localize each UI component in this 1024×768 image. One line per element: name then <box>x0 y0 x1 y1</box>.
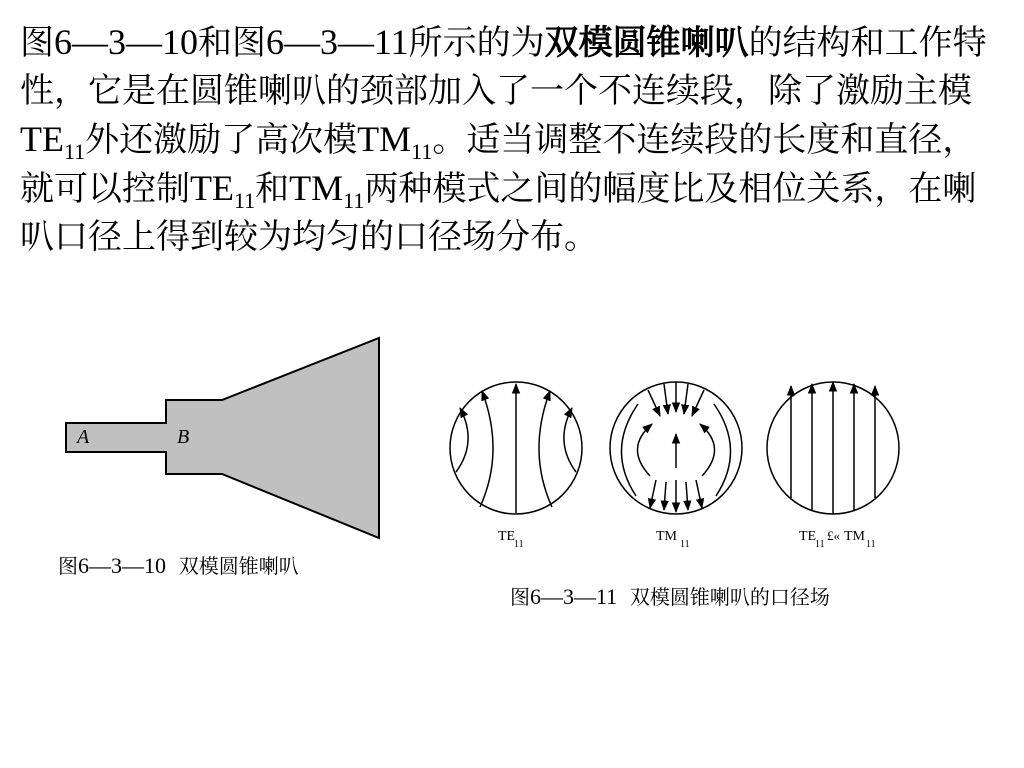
mode-te: TE <box>20 119 64 159</box>
text-run: 两种模式之间的幅度比及相位关系，在喇叭口径上得到较为均匀的口径场分布。 <box>20 169 977 257</box>
te11-field-circle <box>450 382 582 514</box>
mode-te-sub: 11 <box>63 139 86 164</box>
mode-te-sub: 11 <box>233 188 256 213</box>
text-run: 图 <box>20 23 54 63</box>
combo-label-te-sub: 11 <box>815 539 825 550</box>
label-a: A <box>77 426 90 448</box>
label-b: B <box>177 426 190 448</box>
te11-tm11-field-circle <box>767 382 899 514</box>
text-run: 和图 <box>198 23 266 63</box>
figure1-caption: 图6—3—10 双模圆锥喇叭 <box>58 553 299 578</box>
mode-tm: TM <box>289 168 344 208</box>
mode-tm-sub: 11 <box>343 188 365 213</box>
mode-tm-sub: 11 <box>411 139 433 164</box>
combo-label-tm: TM <box>844 529 865 544</box>
tm11-label: TM <box>656 529 677 544</box>
figure2-caption: 图6—3—11 双模圆锥喇叭的口径场 <box>510 584 830 609</box>
te11-label: TE <box>498 529 516 544</box>
bold-term: 双模圆锥喇叭 <box>544 23 749 63</box>
combo-label-te: TE <box>799 529 817 544</box>
tm11-label-sub: 11 <box>680 539 690 550</box>
text-run: 。适当调整不连续段的长度和直径，就可以控制 <box>20 120 977 209</box>
figure-ref-2: 6—3—11 <box>266 22 409 62</box>
mode-tm: TM <box>357 119 412 159</box>
text-run: 外还激励了高次模 <box>85 120 358 160</box>
combo-label-tm-sub: 11 <box>866 539 876 550</box>
tm11-field-circle <box>610 382 742 514</box>
te11-label-sub: 11 <box>514 539 524 550</box>
figure-ref-1: 6—3—10 <box>54 22 198 62</box>
text-run: 和 <box>255 169 290 209</box>
mode-te: TE <box>190 168 234 208</box>
text-run: 的结构和工作特性，它是在圆锥喇叭的颈部加入了一个不连续段，除了激励主模 <box>20 23 987 111</box>
text-run: 所示的为 <box>408 23 545 63</box>
combo-label-glyph: £« <box>827 528 840 543</box>
